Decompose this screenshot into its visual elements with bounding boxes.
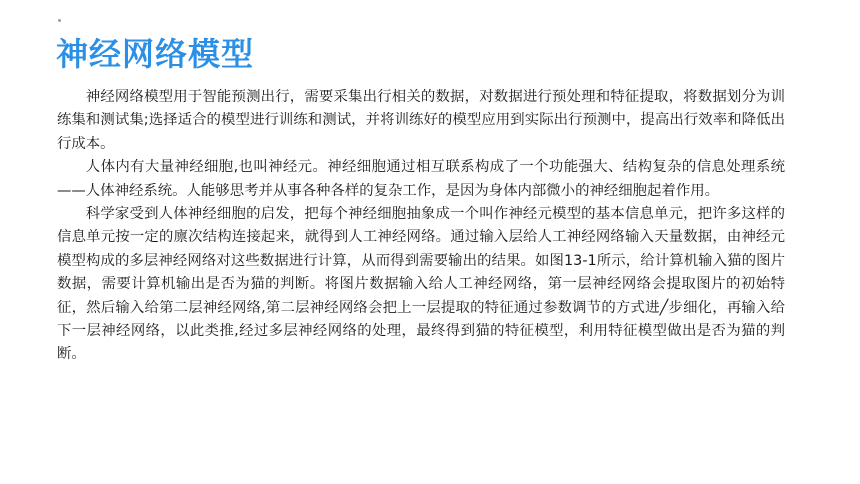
corner-dot [58, 19, 61, 22]
slide-title: 神经网络模型 [56, 35, 255, 73]
body-text [57, 86, 785, 367]
paragraph-intro: 神经网络模型用于智能预测出行，需要采集出行相关的数据，对数据进行预处理和特征提取，将数据划分为训练集和测试集;选择适合的模型进行训练和测试，并将训练好的模型应用到实际出行预测中，提高出行效率和降低出行成本。 [57, 89, 785, 152]
paragraph-artificial-network: 科学家受到人体神经细胞的启发，把每个神经细胞抽象成一个叫作神经元模型的基本信息单元，把许多这样的信息单元按一定的廪次结构连接起来，就得到人工神经网络。通过输入层给人工神经网络输入天量数据，由神经元模型构成的多层神经网络对这些数据进行计算，从而得到需要输出的结果。如图13-1所示，给计算机输入猫的图片数据，需要计算机输出是否为猫的判断。将图片数据输入给人工神经网络，第一层神经网络会提取图片的初始特征，然后输入给第二层神经网络,第二层神经网络会把上一层提取的特征通过参数调节的方式进╱步细化，再输入给下一层神经网络，以此类推,经过多层神经网络的处理，最终得到猫的特征模型，利用特征模型做出是否为猫的判断。 [57, 206, 785, 363]
paragraph-neurons: 人体内有大量神经细胞,也叫神经元。神经细胞通过相互联系构成了一个功能强大、结构复杂的信息处理系统——人体神经系统。人能够思考并从事各种各样的复杂工作，是因为身体内部微小的神经细胞起着作用。 [57, 159, 785, 199]
